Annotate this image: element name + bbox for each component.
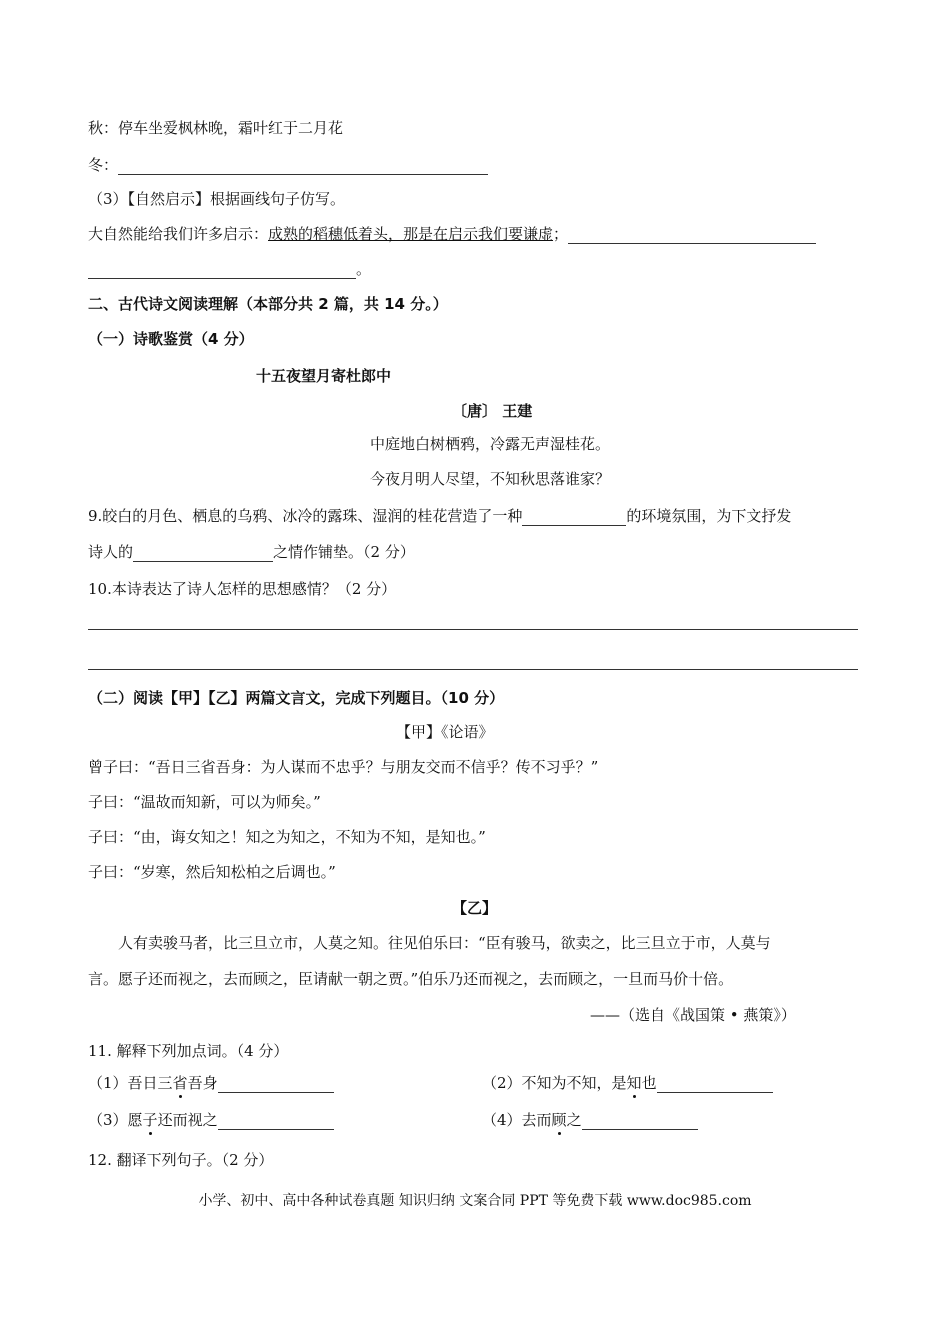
- q10-answer-line-1[interactable]: [88, 629, 858, 630]
- q9-text-c: 诗人的: [88, 543, 134, 561]
- yi-source: ——（选自《战国策 • 燕策》）: [590, 1006, 796, 1024]
- q11-item-3-post: 还而视之: [157, 1111, 218, 1129]
- q11-item-2-blank[interactable]: [657, 1076, 773, 1093]
- q11-item-1-post: 吾身: [187, 1074, 218, 1092]
- q11-item-3-dotted-word: 子: [142, 1111, 158, 1129]
- poem-title: 十五夜望月寄杜郎中: [256, 367, 392, 385]
- q11-item-3-pre: （3）愿: [88, 1111, 143, 1129]
- q3-underlined-sentence: 成熟的稻穗低着头，那是在启示我们要谦虚: [268, 225, 554, 243]
- q10-answer-line-2[interactable]: [88, 669, 858, 670]
- q11-prompt: 11. 解释下列加点词。（4 分）: [88, 1042, 289, 1060]
- q9-text-d: 之情作铺垫。（2 分）: [273, 543, 415, 561]
- q9-text-b: 的环境氛围，为下文抒发: [626, 507, 792, 525]
- winter-line: [88, 155, 488, 175]
- q11-item-2-post: 也: [641, 1074, 657, 1092]
- q3-answer-blank-1[interactable]: [568, 227, 816, 244]
- section2-title: 二、古代诗文阅读理解（本部分共 2 篇，共 14 分。）: [88, 295, 448, 313]
- q3-answer-blank-2[interactable]: [88, 262, 356, 279]
- q11-item-1: [88, 1073, 334, 1093]
- q11-item-1-dotted-word: 省: [172, 1074, 188, 1092]
- q3-prompt: （3）【自然启示】根据画线句子仿写。: [88, 190, 346, 208]
- autumn-line: 秋：停车坐爱枫林晚，霜叶红于二月花: [88, 119, 344, 137]
- q10-prompt: 10.本诗表达了诗人怎样的思想感情？（2 分）: [88, 580, 397, 598]
- yi-paragraph-line-1: 人有卖骏马者，比三旦立市，人莫之知。往见伯乐曰：“臣有骏马，欲卖之，比三旦立于市，人莫与: [118, 934, 771, 952]
- winter-label: 冬：: [88, 156, 119, 174]
- poem-line-1: 中庭地白树栖鸦，冷露无声湿桂花。: [370, 435, 611, 453]
- q9-blank-1[interactable]: [522, 509, 626, 526]
- jia-line-3: 子曰：“由，诲女知之！知之为知之，不知为不知，是知也。”: [88, 828, 486, 846]
- q3-continuation-line: [88, 259, 371, 279]
- winter-answer-blank[interactable]: [118, 158, 488, 175]
- q3-semicolon: ；: [553, 225, 569, 243]
- q11-item-1-pre: （1）吾日三: [88, 1074, 173, 1092]
- q9-line-2: [88, 542, 415, 562]
- q11-item-4-pre: （4）去而: [482, 1111, 552, 1129]
- part2-title: （二）阅读【甲】【乙】两篇文言文，完成下列题目。（10 分）: [88, 689, 505, 707]
- q9-blank-2[interactable]: [133, 545, 273, 562]
- jia-title: 【甲】《论语》: [396, 723, 494, 741]
- q11-item-1-blank[interactable]: [218, 1076, 334, 1093]
- q11-item-4-post: 之: [566, 1111, 582, 1129]
- jia-line-4: 子曰：“岁寒，然后知松柏之后调也。”: [88, 863, 336, 881]
- q3-lead: 大自然能给我们许多启示：: [88, 225, 269, 243]
- poem-line-2: 今夜月明人尽望，不知秋思落谁家？: [370, 470, 611, 488]
- jia-line-1: 曾子曰：“吾日三省吾身：为人谋而不忠乎？与朋友交而不信乎？传不习乎？”: [88, 758, 599, 776]
- q11-item-2: [482, 1073, 773, 1093]
- q3-end: 。: [356, 260, 372, 278]
- q3-example-line: [88, 224, 816, 244]
- q9-line-1: [88, 506, 791, 526]
- q11-item-2-dotted-word: 知: [626, 1074, 642, 1092]
- page-footer: 小学、初中、高中各种试卷真题 知识归纳 文案合同 PPT 等免费下载 www.doc985.com: [198, 1193, 752, 1209]
- q11-item-2-pre: （2）不知为不知，是: [482, 1074, 627, 1092]
- q9-text-a: 9.皎白的月色、栖息的乌鸦、冰冷的露珠、湿润的桂花营造了一种: [88, 507, 523, 525]
- q11-item-4-blank[interactable]: [582, 1113, 698, 1130]
- jia-line-2: 子曰：“温故而知新，可以为师矣。”: [88, 793, 321, 811]
- q11-item-4-dotted-word: 顾: [551, 1111, 567, 1129]
- q11-item-3: [88, 1110, 334, 1130]
- q11-item-3-blank[interactable]: [218, 1113, 334, 1130]
- yi-paragraph-line-2: 言。愿子还而视之，去而顾之，臣请献一朝之贾。”伯乐乃还而视之，去而顾之，一旦而马价十倍。: [88, 970, 734, 988]
- q12-prompt: 12. 翻译下列句子。（2 分）: [88, 1151, 274, 1169]
- yi-title: 【乙】: [452, 899, 498, 917]
- part1-title: （一）诗歌鉴赏（4 分）: [88, 330, 254, 348]
- q11-item-4: [482, 1110, 698, 1130]
- poem-author: 〔唐〕 王建: [452, 402, 533, 420]
